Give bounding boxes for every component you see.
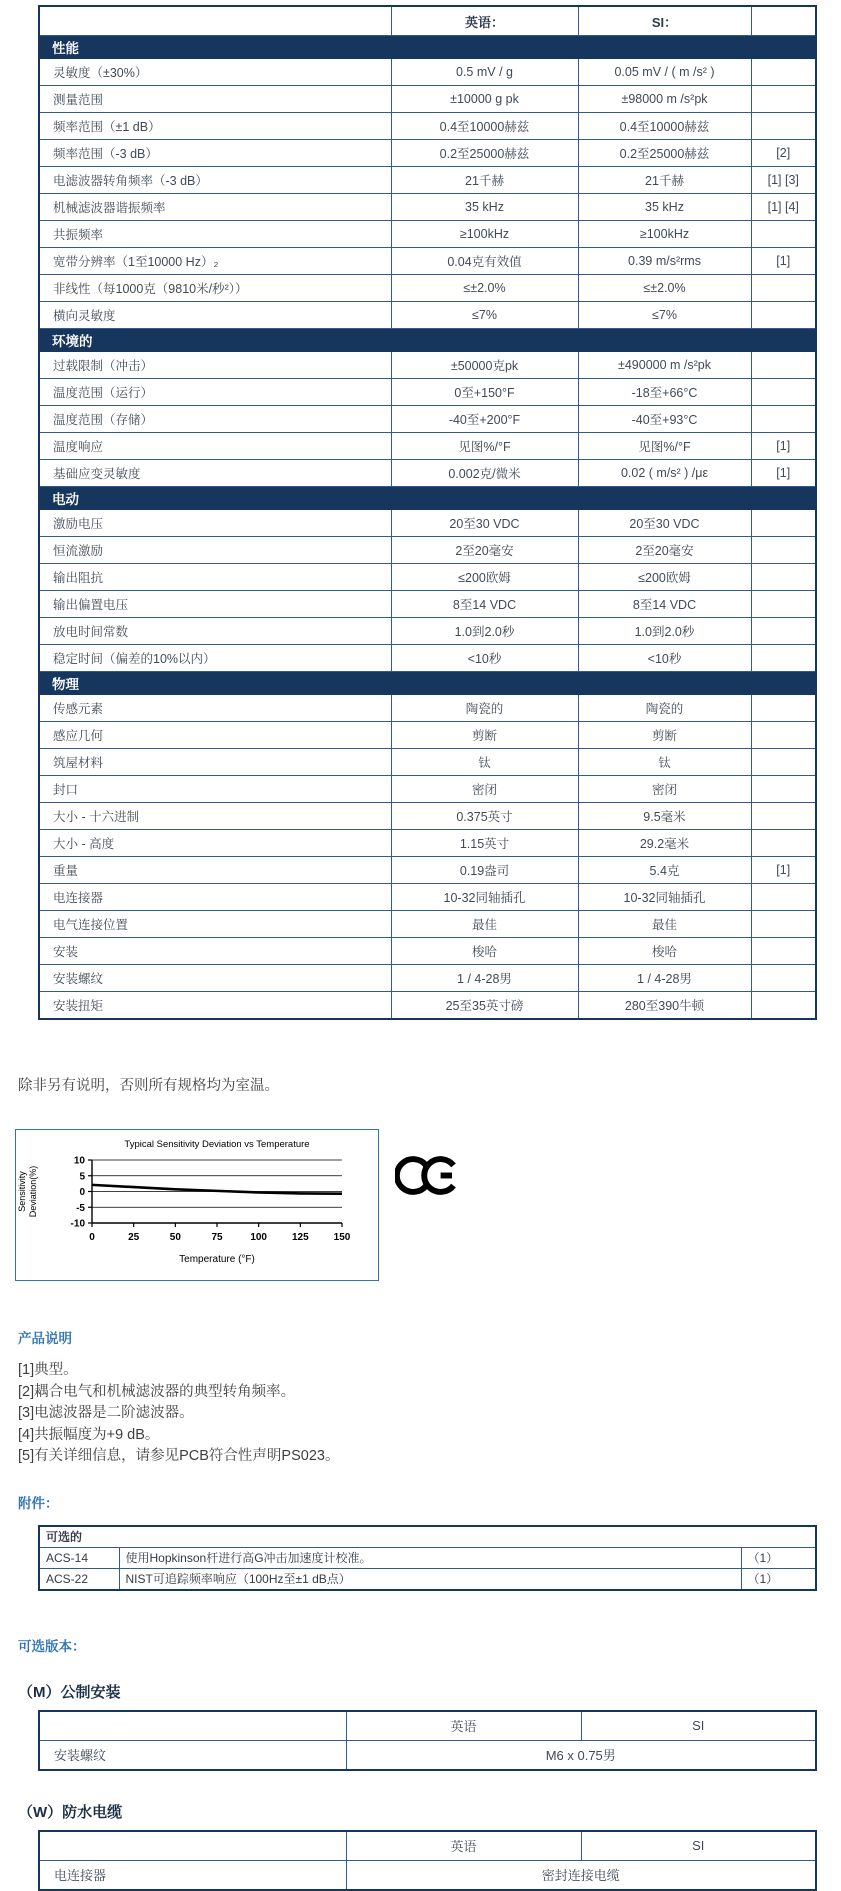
metric-mount-title: （M）公制安装: [18, 1683, 121, 1701]
spec-label: 安装扭矩: [39, 992, 391, 1020]
spec-value-english: 2至20毫安: [391, 537, 578, 564]
spec-label: 大小 - 高度: [39, 830, 391, 857]
option-label: 安装螺纹: [39, 1740, 346, 1770]
spec-note: [751, 406, 816, 433]
option-row: [39, 1740, 816, 1770]
spec-row: [39, 722, 816, 749]
sensitivity-deviation-chart: [15, 1129, 379, 1281]
spec-value-english: 1.0到2.0秒: [391, 618, 578, 645]
spec-row: [39, 992, 816, 1020]
product-note-item: [3]电滤波器是二阶滤波器。: [18, 1405, 194, 1421]
spec-value-si: ≥100kHz: [578, 221, 751, 248]
option-value: M6 x 0.75男: [346, 1740, 816, 1770]
option-value: 密封连接电缆: [346, 1860, 816, 1890]
spec-note: [751, 302, 816, 329]
svg-text:50: 50: [169, 1232, 181, 1243]
option-header-si: SI: [581, 1831, 816, 1861]
option-table-header-row: [39, 1831, 816, 1861]
spec-value-english: 0.04克有效值: [391, 248, 578, 275]
spec-value-si: 最佳: [578, 911, 751, 938]
svg-text:Typical Sensitivity Deviation: Typical Sensitivity Deviation vs Temperature: [124, 1139, 310, 1150]
spec-note: [751, 59, 816, 86]
spec-note: [751, 645, 816, 672]
spec-value-english: ±10000 g pk: [391, 86, 578, 113]
spec-label: 安装螺纹: [39, 965, 391, 992]
spec-row: [39, 460, 816, 487]
option-header-blank: [39, 1711, 346, 1741]
spec-value-si: 陶瓷的: [578, 695, 751, 722]
spec-note: [751, 938, 816, 965]
spec-row: [39, 857, 816, 884]
spec-label: 电滤波器转角频率（-3 dB）: [39, 167, 391, 194]
section-header-row: [39, 329, 816, 352]
spec-note: [751, 275, 816, 302]
spec-row: [39, 591, 816, 618]
spec-row: [39, 537, 816, 564]
section-header-row: [39, 487, 816, 510]
spec-value-si: ±98000 m /s²pk: [578, 86, 751, 113]
svg-text:10: 10: [73, 1155, 85, 1167]
spec-row: [39, 379, 816, 406]
spec-label: 放电时间常数: [39, 618, 391, 645]
spec-note: [1] [3]: [751, 167, 816, 194]
spec-row: [39, 302, 816, 329]
svg-text:75: 75: [211, 1232, 223, 1243]
specifications-table: [38, 5, 817, 1020]
accessory-model: ACS-14: [39, 1547, 119, 1568]
spec-value-english: 10-32同轴插孔: [391, 884, 578, 911]
accessory-description: NIST可追踪频率响应（100Hz至±1 dB点）: [119, 1568, 741, 1590]
spec-row: [39, 618, 816, 645]
spec-value-si: 1 / 4-28男: [578, 965, 751, 992]
spec-value-english: 0.19盎司: [391, 857, 578, 884]
spec-note: [751, 749, 816, 776]
ce-mark-icon: [395, 1155, 457, 1196]
spec-value-si: 密闭: [578, 776, 751, 803]
spec-value-english: ≥100kHz: [391, 221, 578, 248]
spec-header-notes: [751, 6, 816, 36]
option-header-blank: [39, 1831, 346, 1861]
spec-row: [39, 938, 816, 965]
spec-value-si: 35 kHz: [578, 194, 751, 221]
spec-label: 筑屋材料: [39, 749, 391, 776]
spec-label: 输出阻抗: [39, 564, 391, 591]
spec-row: [39, 113, 816, 140]
spec-value-si: ±490000 m /s²pk: [578, 352, 751, 379]
spec-row: [39, 645, 816, 672]
spec-value-english: 梭哈: [391, 938, 578, 965]
waterproof-cable-table: [38, 1830, 817, 1891]
spec-row: [39, 749, 816, 776]
accessories-heading: 附件：: [18, 1495, 59, 1511]
spec-value-english: 35 kHz: [391, 194, 578, 221]
spec-label: 温度响应: [39, 433, 391, 460]
spec-value-si: 见图%/°F: [578, 433, 751, 460]
spec-note: [751, 911, 816, 938]
spec-value-english: 8至14 VDC: [391, 591, 578, 618]
spec-value-english: 0.002克/微米: [391, 460, 578, 487]
spec-header-si: SI：: [578, 6, 751, 36]
spec-note: [751, 884, 816, 911]
spec-value-si: -18至+66°C: [578, 379, 751, 406]
spec-note: [1]: [751, 433, 816, 460]
spec-value-english: 0.4至10000赫兹: [391, 113, 578, 140]
spec-label: 频率范围（±1 dB）: [39, 113, 391, 140]
svg-text:100: 100: [250, 1232, 268, 1243]
spec-value-si: ≤200欧姆: [578, 564, 751, 591]
accessory-qty: （1）: [741, 1568, 816, 1590]
product-note-item: [2]耦合电气和机械滤波器的典型转角频率。: [18, 1383, 296, 1400]
spec-note: [751, 221, 816, 248]
spec-note: [1] [4]: [751, 194, 816, 221]
section-title: 环境的: [39, 329, 816, 352]
spec-label: 频率范围（-3 dB）: [39, 140, 391, 167]
svg-text:150: 150: [333, 1232, 351, 1243]
spec-value-english: 陶瓷的: [391, 695, 578, 722]
spec-label: 电气连接位置: [39, 911, 391, 938]
spec-note: [751, 776, 816, 803]
spec-row: [39, 965, 816, 992]
spec-label: 灵敏度（±30%）: [39, 59, 391, 86]
spec-value-si: 10-32同轴插孔: [578, 884, 751, 911]
room-temperature-note: 除非另有说明，否则所有规格均为室温。: [18, 1078, 279, 1094]
spec-note: [751, 86, 816, 113]
spec-row: [39, 275, 816, 302]
section-header-row: [39, 672, 816, 695]
spec-value-si: 280至390牛顿: [578, 992, 751, 1020]
chart-canvas: [16, 1130, 378, 1278]
spec-value-english: ≤7%: [391, 302, 578, 329]
spec-row: [39, 776, 816, 803]
accessory-row: [39, 1547, 816, 1568]
spec-row: [39, 884, 816, 911]
spec-value-english: 密闭: [391, 776, 578, 803]
spec-value-si: 1.0到2.0秒: [578, 618, 751, 645]
spec-note: [751, 695, 816, 722]
spec-label: 共振频率: [39, 221, 391, 248]
spec-value-english: 0.375英寸: [391, 803, 578, 830]
spec-value-si: 0.05 mV / ( m /s² ): [578, 59, 751, 86]
spec-value-si: 2至20毫安: [578, 537, 751, 564]
spec-value-english: 最佳: [391, 911, 578, 938]
product-notes-list: [18, 1360, 841, 1468]
section-header-row: [39, 36, 816, 59]
spec-note: [751, 510, 816, 537]
spec-value-english: -40至+200°F: [391, 406, 578, 433]
spec-label: 激励电压: [39, 510, 391, 537]
svg-text:0: 0: [89, 1232, 95, 1243]
spec-value-si: 0.2至25000赫兹: [578, 140, 751, 167]
spec-note: [751, 379, 816, 406]
chart-row: [15, 1129, 841, 1281]
spec-value-si: ≤±2.0%: [578, 275, 751, 302]
spec-label: 重量: [39, 857, 391, 884]
spec-label: 稳定时间（偏差的10%以内）: [39, 645, 391, 672]
spec-value-english: 0.5 mV / g: [391, 59, 578, 86]
product-notes-heading: 产品说明: [18, 1331, 72, 1346]
accessories-table: [38, 1525, 817, 1591]
svg-text:5: 5: [79, 1171, 85, 1183]
spec-value-english: 见图%/°F: [391, 433, 578, 460]
spec-value-si: 剪断: [578, 722, 751, 749]
spec-note: [751, 618, 816, 645]
spec-note: [751, 537, 816, 564]
spec-note: [2]: [751, 140, 816, 167]
spec-header-english: 英语：: [391, 6, 578, 36]
spec-label: 封口: [39, 776, 391, 803]
spec-value-si: 20至30 VDC: [578, 510, 751, 537]
spec-value-si: 5.4克: [578, 857, 751, 884]
section-title: 物理: [39, 672, 816, 695]
spec-row: [39, 433, 816, 460]
spec-value-si: 29.2毫米: [578, 830, 751, 857]
accessory-qty: （1）: [741, 1547, 816, 1568]
spec-row: [39, 140, 816, 167]
option-header-english: 英语: [346, 1711, 581, 1741]
spec-row: [39, 194, 816, 221]
spec-row: [39, 803, 816, 830]
accessory-model: ACS-22: [39, 1568, 119, 1590]
spec-note: [751, 722, 816, 749]
spec-label: 输出偏置电压: [39, 591, 391, 618]
spec-header-row: [39, 6, 816, 36]
accessories-header-row: [39, 1526, 816, 1548]
svg-text:Temperature (°F): Temperature (°F): [179, 1254, 255, 1265]
spec-header-blank: [39, 6, 391, 36]
spec-label: 基础应变灵敏度: [39, 460, 391, 487]
spec-note: [1]: [751, 248, 816, 275]
svg-text:-5: -5: [76, 1202, 85, 1214]
spec-value-si: 9.5毫米: [578, 803, 751, 830]
spec-value-si: -40至+93°C: [578, 406, 751, 433]
spec-label: 非线性（每1000克（9810米/秒²））: [39, 275, 391, 302]
spec-label: 电连接器: [39, 884, 391, 911]
spec-label: 温度范围（存储）: [39, 406, 391, 433]
spec-row: [39, 86, 816, 113]
spec-value-english: 20至30 VDC: [391, 510, 578, 537]
section-title: 性能: [39, 36, 816, 59]
spec-note: [751, 830, 816, 857]
spec-value-english: <10秒: [391, 645, 578, 672]
spec-value-english: 1 / 4-28男: [391, 965, 578, 992]
spec-label: 测量范围: [39, 86, 391, 113]
option-row: [39, 1860, 816, 1890]
svg-text:0: 0: [79, 1187, 85, 1198]
spec-value-si: ≤7%: [578, 302, 751, 329]
spec-row: [39, 406, 816, 433]
spec-value-english: ≤±2.0%: [391, 275, 578, 302]
spec-value-english: 1.15英寸: [391, 830, 578, 857]
optional-versions-heading: 可选版本：: [18, 1638, 86, 1654]
spec-value-english: 21千赫: [391, 167, 578, 194]
spec-value-si: 21千赫: [578, 167, 751, 194]
spec-note: [751, 352, 816, 379]
accessory-description: 使用Hopkinson杆进行高G冲击加速度计校准。: [119, 1547, 741, 1568]
spec-value-english: ≤200欧姆: [391, 564, 578, 591]
spec-note: [751, 591, 816, 618]
spec-value-si: 8至14 VDC: [578, 591, 751, 618]
spec-row: [39, 510, 816, 537]
spec-value-english: 0.2至25000赫兹: [391, 140, 578, 167]
spec-row: [39, 695, 816, 722]
svg-text:-10: -10: [70, 1218, 85, 1230]
spec-value-english: 0至+150°F: [391, 379, 578, 406]
spec-value-si: 梭哈: [578, 938, 751, 965]
spec-value-english: 钛: [391, 749, 578, 776]
spec-row: [39, 352, 816, 379]
datasheet-page: [0, 5, 841, 1891]
spec-label: 恒流激励: [39, 537, 391, 564]
spec-note: [751, 965, 816, 992]
spec-note: [751, 113, 816, 140]
spec-label: 温度范围（运行）: [39, 379, 391, 406]
spec-value-si: 0.39 m/s²rms: [578, 248, 751, 275]
product-note-item: [5]有关详细信息，请参见PCB符合性声明PS023。: [18, 1448, 340, 1464]
spec-label: 感应几何: [39, 722, 391, 749]
spec-row: [39, 911, 816, 938]
option-header-si: SI: [581, 1711, 816, 1741]
spec-label: 横向灵敏度: [39, 302, 391, 329]
spec-value-si: <10秒: [578, 645, 751, 672]
option-label: 电连接器: [39, 1860, 346, 1890]
svg-text:125: 125: [291, 1232, 309, 1243]
spec-label: 过载限制（冲击）: [39, 352, 391, 379]
waterproof-cable-title: （W）防水电缆: [18, 1803, 123, 1821]
spec-value-si: 0.02 ( m/s² ) /με: [578, 460, 751, 487]
spec-value-english: 剪断: [391, 722, 578, 749]
spec-note: [1]: [751, 460, 816, 487]
spec-note: [751, 564, 816, 591]
option-header-english: 英语: [346, 1831, 581, 1861]
spec-row: [39, 248, 816, 275]
metric-mount-table: [38, 1710, 817, 1771]
spec-label: 安装: [39, 938, 391, 965]
spec-row: [39, 221, 816, 248]
spec-label: 大小 - 十六进制: [39, 803, 391, 830]
spec-note: [751, 803, 816, 830]
spec-note: [1]: [751, 857, 816, 884]
spec-value-si: 钛: [578, 749, 751, 776]
svg-text:25: 25: [128, 1232, 140, 1243]
product-note-item: [4]共振幅度为+9 dB。: [18, 1426, 160, 1443]
spec-row: [39, 564, 816, 591]
spec-row: [39, 167, 816, 194]
spec-value-english: 25至35英寸磅: [391, 992, 578, 1020]
option-table-header-row: [39, 1711, 816, 1741]
accessory-row: [39, 1568, 816, 1590]
accessories-header-optional: 可选的: [39, 1526, 816, 1548]
spec-row: [39, 830, 816, 857]
spec-label: 传感元素: [39, 695, 391, 722]
spec-label: 宽带分辨率（1至10000 Hz）₂: [39, 248, 391, 275]
section-title: 电动: [39, 487, 816, 510]
spec-row: [39, 59, 816, 86]
spec-note: [751, 992, 816, 1020]
spec-label: 机械滤波器谐振频率: [39, 194, 391, 221]
product-note-item: [1]典型。: [18, 1362, 78, 1378]
spec-value-si: 0.4至10000赫兹: [578, 113, 751, 140]
spec-value-english: ±50000克pk: [391, 352, 578, 379]
svg-text:SensitivityDeviation(%): SensitivityDeviation(%): [17, 1165, 38, 1218]
